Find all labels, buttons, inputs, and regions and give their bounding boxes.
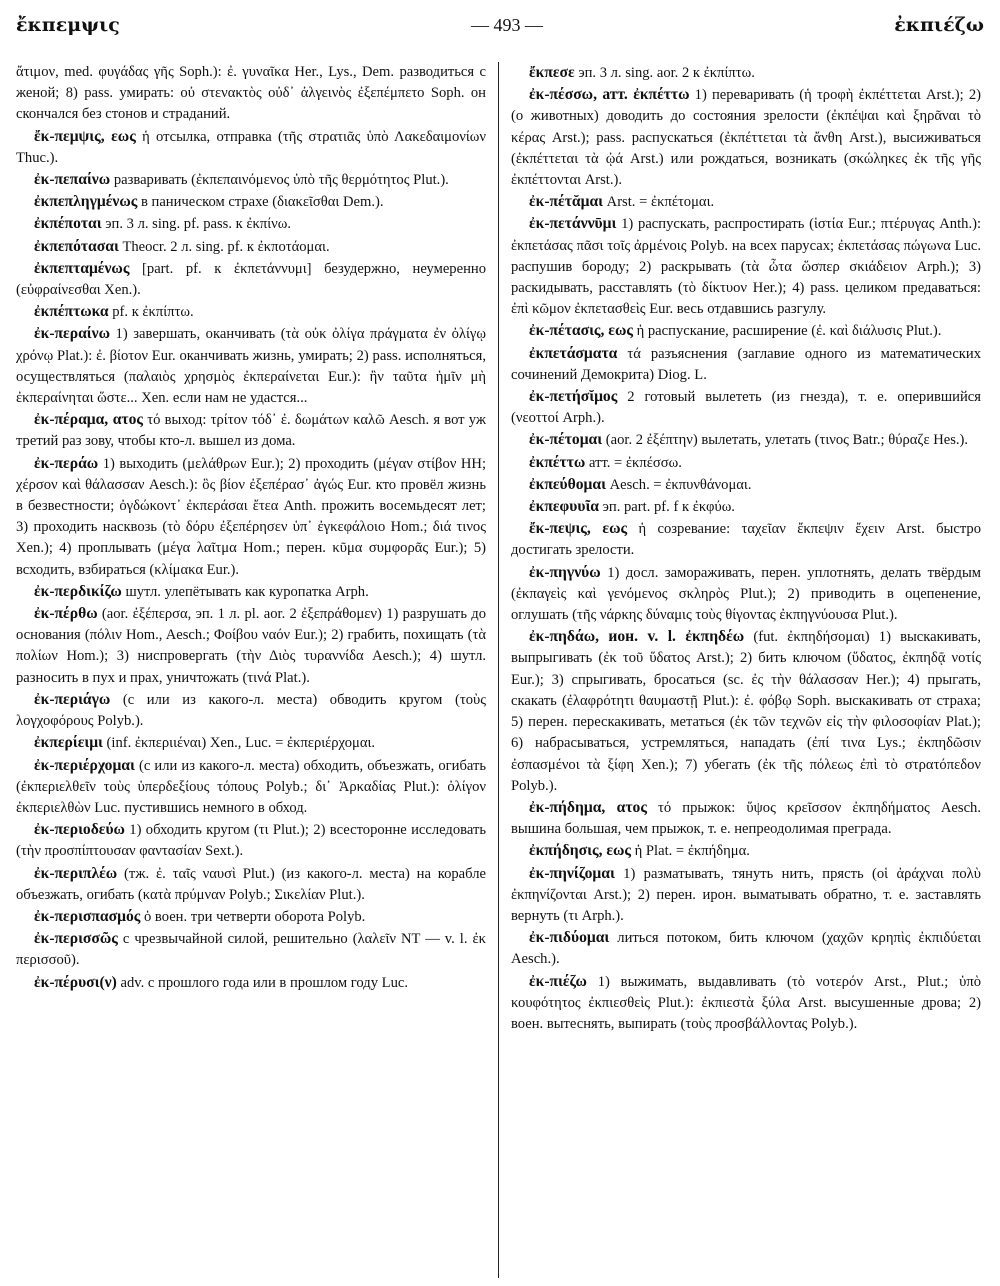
dictionary-entry xyxy=(16,301,486,323)
dictionary-entry xyxy=(16,906,486,928)
entry-headword: ἐκ-περιπλέω xyxy=(34,864,118,882)
entry-headword: ἐκ-πέτᾰμαι xyxy=(529,193,603,211)
dictionary-entry xyxy=(16,819,486,862)
dictionary-entry xyxy=(16,928,486,971)
entry-definition: (aor. 2 ἐξέπτην) вылетать, улетать (τινος Batr.; θύραζε Hes.). xyxy=(605,432,969,449)
dictionary-entry xyxy=(16,323,486,409)
entry-definition: τό прыжок: ὕψος κρεῖσσον ἐκπηδήματος Aesch. вышина большая, чем прыжок, т. е. непреодолимая преграда. xyxy=(511,799,981,838)
entry-headword: ἐκ-περισπασμός xyxy=(34,907,141,925)
dictionary-entry xyxy=(16,213,486,235)
entry-definition: (fut. ἐκπηδήσομαι) 1) выскакивать, выпрыгивать (ἐκ τοῦ ὕδατος Arst.); 2) бить ключом (ὕδατος, ἐκπηδᾷ νοτίς Eur.); 3) спрыгивать, бросаться (sc. ἐς τὴν θάλασσαν Her.); 4) прыгать, скакать (ἐλαφρότητι θαυμαστῇ Plut.): ἐ. φόβῳ Soph. выскакивать от страха; 5) перен. перескакивать, метаться (ἐκ τῶν τεχνῶν εἰς τὴν φιλοσοφίαν Plat.); 6) набрасываться, устремляться, нападать (ἐπί τινα Lys.; ἐκπηδῶσιν ἐσπασμένοι τὰ ξίφη Xen.); 7) убегать (ἐκ τῆς πόλεως ἐπὶ τὸ στρατόπεδον Polyb.). xyxy=(511,629,981,794)
entry-definition: 1) разматывать, тянуть нить, прясть (οἱ ἀράχναι πολὺ ἐκπηνίζονται Arst.); 2) перен. ирон. выматывать обратно, т. е. заставлять вернуть (τι Arph.). xyxy=(511,865,981,924)
page-header xyxy=(16,14,984,42)
entry-definition: ἡ распускание, расширение (ἐ. καὶ διάλυσις Plut.). xyxy=(636,323,942,340)
dictionary-entry xyxy=(511,429,981,451)
entry-definition: adv. с прошлого года или в прошлом году Luc. xyxy=(120,974,408,991)
dictionary-entry xyxy=(511,840,981,862)
column-divider xyxy=(498,62,499,1278)
entry-definition: шутл. улепётывать как куропатка Arph. xyxy=(125,583,369,600)
entry-headword: ἐκπεπταμένως xyxy=(34,259,130,277)
entry-definition: 1) переваривать (ἡ τροφὴ ἐκπέττεται Arst.); 2) (о животных) доводить до состояния зрелости (ἐκπέψαι καὶ ξηρᾶναι τὸ κέρας Arst.); pass. распускаться (ἐκπέττεται τὰ ἄνθη Arst.), высиживаться (ἐκπέττεται τὰ ᾠά Arst.) или рождаться, возникать (σκώληκες ἐκ τῆς γῆς ἐκπέττονται Arst.). xyxy=(511,87,981,189)
entry-definition: разваривать (ἐκπεπαινόμενος ὑπὸ τῆς θερμότητος Plut.). xyxy=(113,172,449,189)
entry-definition: ἄτιμον, med. φυγάδας γῆς Soph.): ἐ. γυναῖκα Her., Lys., Dem. разводиться с женой; 8) pass. умирать: οὐ στενακτὸς οὐδ᾽ ἀλγεινὸς ἐξεπέμπετο Soph. он скончался без стонов и страданий. xyxy=(16,64,486,123)
dictionary-entry xyxy=(511,626,981,797)
entry-definition: Aesch. = ἐκπυνθάνομαι. xyxy=(609,476,752,493)
entry-headword: ἐκ-περιέρχομαι xyxy=(34,756,135,774)
dictionary-entry xyxy=(16,732,486,754)
entry-definition: (inf. ἐκπεριιέναι) Xen., Luc. = ἐκπεριέρχομαι. xyxy=(106,735,376,752)
entry-definition: литься потоком, бить ключом (χαχῶν κρηπὶς ἐκπιδύεται Aesch.). xyxy=(511,930,981,968)
entry-definition: [part. pf. к ἐκπετάννυμι] безудержно, неумеренно (εὐφραίνεσθαι Xen.). xyxy=(16,260,486,299)
entry-definition: ἡ Plat. = ἐκπήδημα. xyxy=(634,843,750,860)
entry-headword: ἐκπεύθομαι xyxy=(529,475,606,493)
entry-definition: (aor. ἐξέπερσα, эп. 1 л. pl. aor. 2 ἐξεπράθομεν) 1) разрушать до основания (πόλιν Hom., Aesch.; Φοίβου ναόν Eur.); 2) грабить, похищать (τὰ πολίων Hom.); 3) ниспровергать (τὴν Διὸς τυραννίδα Aesch.); 4) шутл. разносить в пух и прах, уничтожать (τινά Plat.). xyxy=(16,606,486,686)
dictionary-entry xyxy=(511,797,981,840)
dictionary-entry xyxy=(511,213,981,320)
dictionary-entry xyxy=(16,689,486,732)
dictionary-entry xyxy=(511,343,981,386)
dictionary-entry xyxy=(16,258,486,301)
dictionary-entry xyxy=(16,409,486,452)
entry-definition: 1) выходить (μελάθρων Eur.); 2) проходить (μέγαν στίβον HH; χέρσον καὶ θάλασσαν Aesch.): ὃς βίον ἐξεπέρασ᾽ ἀγώς Eur. кто провёл жизнь в безвестности; ὀγδώκοντ᾽ ἐκπεράσαι ἔτεα Anth. прожить восемьдесят лет; 3) проходить насквозь (τὸ δόρυ ἐξεπέρησεν ὑπ᾽ ἐγκεφάλοιο Hom.; διά τινος Xen.); 4) проплывать (μέγα λαῖτμα Hom.; перен. κῦμα συμφορᾶς Eur.); 5) всходить, взбираться (κλίμακα Eur.). xyxy=(16,455,486,578)
dictionary-entry xyxy=(511,386,981,429)
entry-headword: ἐκ-πιέζω xyxy=(529,972,587,990)
dictionary-entry xyxy=(16,972,486,994)
dictionary-entry xyxy=(511,191,981,213)
entry-headword: ἐκ-πηνίζομαι xyxy=(529,864,615,882)
dictionary-entry xyxy=(511,62,981,84)
dictionary-entry xyxy=(511,927,981,970)
entry-definition: в паническом страхе (διακεῖσθαι Dem.). xyxy=(140,194,384,211)
entry-headword: ἔκ-πεμψις, εως xyxy=(34,127,136,145)
entry-headword: ἐκ-πέραμα, ατος xyxy=(34,411,143,429)
entry-headword: ἐκ-περισσῶς xyxy=(34,930,118,948)
entry-definition: Arst. = ἐκπέτομαι. xyxy=(606,194,715,211)
entry-definition: атт. = ἐκπέσσω. xyxy=(588,454,682,471)
entry-definition: (тж. ἐ. ταῖς ναυσὶ Plut.) (из какого-л. места) на корабле объезжать, огибать (κατὰ πρύμναν Polyb.; Σικελίαν Plut.). xyxy=(16,865,486,903)
entry-headword: ἐκ-πέρυσι(ν) xyxy=(34,973,117,991)
entry-definition: эп. 3 л. sing. aor. 2 к ἐκπίπτω. xyxy=(578,65,755,81)
entry-definition: Theocr. 2 л. sing. pf. к ἐκποτάομαι. xyxy=(122,238,330,255)
entry-headword: ἐκ-πηδάω, ион. v. l. ἐκπηδέω xyxy=(529,628,745,646)
entry-headword: ἐκ-περιοδεύω xyxy=(34,821,125,839)
entry-headword: ἔκ-πεψις, εως xyxy=(529,520,628,538)
dictionary-entry xyxy=(16,755,486,820)
entry-headword: ἐκ-πηγνύω xyxy=(529,563,601,581)
dictionary-entry xyxy=(511,84,981,191)
dictionary-entry xyxy=(16,453,486,581)
dictionary-entry xyxy=(511,971,981,1036)
entry-headword: ἐκπεπληγμένως xyxy=(34,193,138,211)
entry-headword: ἐκ-πιδύομαι xyxy=(529,929,610,947)
entry-definition: τά разъяснения (заглавие одного из математических сочинений Демокрита) Diog. L. xyxy=(511,345,982,383)
entry-headword: ἐκπέποται xyxy=(34,215,102,233)
entry-headword: ἐκ-πέρθω xyxy=(34,605,98,623)
entry-definition: (с или из какого-л. места) обводить кругом (τοὺς λογχοφόρους Polyb.). xyxy=(16,691,486,730)
entry-headword: ἔκπεσε xyxy=(529,64,575,81)
entry-definition: 1) распускать, распростирать (ἱστία Eur.; πτέρυγας Anth.): ἐκπετάσας πᾶσι τοῖς ἀρμένοις Polyb. на всех парусах; ἐκπετάσας πώγωνα Luc. распушив бороду; 2) раскрывать (τὰ ὦτα ὥσπερ σκιάδειον Arph.); 3) раскидывать, расставлять (τὸ δίκτυον Her.); 4) pass. целиком предаваться: ἐπὶ κῶμον ἐκπετασθεὶς Eur. весь отдавшись разгулу. xyxy=(511,216,982,318)
entry-definition: (с или из какого-л. места) обходить, объезжать, огибать (ἐκπεριελθεῖν τοὺς ὑπερδεξίους τόπους Polyb.; δι᾽ Ἀρκαδίας Plut.): ὀλίγον ἐκπεριελθὼν Luc. пустившись немного в обход. xyxy=(16,757,487,816)
dictionary-entry xyxy=(16,863,486,906)
dictionary-entry xyxy=(511,452,981,474)
dictionary-entry xyxy=(511,518,981,561)
entry-headword: ἐκπερίειμι xyxy=(34,734,103,752)
dictionary-entry xyxy=(511,474,981,496)
entry-definition: ἡ отсылка, отправка (τῆς στρατιᾶς ὑπὸ Λακεδαιμονίων Thuc.). xyxy=(16,128,486,166)
dictionary-entry xyxy=(511,320,981,342)
entry-definition: ἡ созревание: ταχεῖαν ἔκπεψιν ἔχειν Arst. быстро достигать зрелости. xyxy=(511,521,981,559)
entry-headword: ἐκ-περδικίζω xyxy=(34,582,122,600)
entry-headword: ἐκ-πετήσῐμος xyxy=(529,388,618,406)
entry-definition: 2 готовый вылететь (из гнезда), т. е. оперившийся (νεοττοί Arph.). xyxy=(511,389,981,427)
dictionary-entry xyxy=(16,236,486,258)
entry-headword: ἐκ-πετάννῡμι xyxy=(529,215,617,233)
entry-headword: ἐκπετάσματα xyxy=(529,344,618,362)
entry-headword: ἐκ-πέτασις, εως xyxy=(529,322,633,340)
entry-headword: ἐκ-περαίνω xyxy=(34,325,110,343)
dictionary-entry xyxy=(511,562,981,627)
entry-definition: эп. 3 л. sing. pf. pass. к ἐκπίνω. xyxy=(105,216,292,233)
entry-headword: ἐκ-πήδημα, ατος xyxy=(529,798,647,816)
entry-definition: с чрезвычайной силой, решительно (λαλεῖν NT — v. l. ἐκ περισσοῦ). xyxy=(16,931,486,969)
entry-headword: ἐκπεφυυῖα xyxy=(529,498,599,516)
entry-definition: pf. к ἐκπίπτω. xyxy=(112,304,194,321)
entry-definition: эп. part. pf. f к ἐκφύω. xyxy=(602,499,735,516)
entry-definition: 1) завершать, оканчивать (τὰ οὐκ ὀλίγα πράγματα ἐν ὀλίγῳ χρόνῳ Plat.): ἐ. βίοτον Eur. оканчивать жизнь, умирать; 2) pass. исполняться, осуществляться (παλαιὸς χρησμὸς ἐκπεραίνεται Eur.): ἢν ταῦτα ἡμῖν μὴ ἐκπεραίνηται ὥστε... Xen. если нам не удастся... xyxy=(16,326,486,407)
entry-headword: ἐκ-πεπαίνω xyxy=(34,171,111,189)
entry-definition: 1) досл. замораживать, перен. уплотнять, делать твёрдым (ἐκπαγεὶς καὶ γενόμενος σκληρὸς Plut.); 2) приводить в оцепенение, оглушать (τῆς νάρκης δύναμις τοὺς θίγοντας ἐκπηγνύουσα Plut.). xyxy=(511,564,981,624)
dictionary-entry xyxy=(16,581,486,603)
dictionary-entry xyxy=(511,496,981,518)
entry-headword: ἐκπεπότασαι xyxy=(34,237,119,255)
dictionary-entry xyxy=(16,126,486,169)
entry-headword: ἐκ-πέσσω, атт. ἐκπέττω xyxy=(529,86,690,104)
dictionary-entry xyxy=(16,603,486,689)
dictionary-entry xyxy=(16,169,486,191)
dictionary-entry xyxy=(16,62,486,126)
entry-headword: ἐκ-περάω xyxy=(34,454,99,472)
entry-headword: ἐκ-πέτομαι xyxy=(529,431,603,449)
entry-definition: ὁ воен. три четверти оборота Polyb. xyxy=(143,908,366,925)
entry-headword: ἐκ-περιάγω xyxy=(34,690,111,708)
dictionary-entry xyxy=(511,863,981,928)
entry-definition: τό выход: τρίτον τόδ᾽ ἐ. δωμάτων καλῶ Aesch. я вот уж третий раз зову, чтобы кто-л. вышел из дома. xyxy=(16,412,486,450)
page-number: — 493 — xyxy=(471,15,543,35)
entry-headword: ἐκπέπτωκα xyxy=(34,303,109,321)
entry-definition: 1) выжимать, выдавливать (τὸ νοτερόν Arst., Plut.; ὑπὸ κουφότητος ἐκπιεσθεὶς Plut.): ἐκπιεστὰ ξύλα Arst. высушенные дрова; 2) воен. вытеснять, выпирать (τοὺς προσβάλλοντας Polyb.). xyxy=(511,973,981,1032)
dictionary-entry xyxy=(16,191,486,213)
left-column xyxy=(16,62,486,994)
header-right-word: ἐκπιέζω xyxy=(894,14,984,36)
entry-definition: 1) обходить кругом (τι Plut.); 2) всесторонне исследовать (τὴν προσπίπτουσαν φαντασίαν Sext.). xyxy=(16,822,486,860)
right-column xyxy=(511,62,981,1035)
entry-headword: ἐκπέττω xyxy=(529,453,586,471)
entry-headword: ἐκπήδησις, εως xyxy=(529,842,631,860)
header-left-word: ἔκπεμψις xyxy=(16,14,120,36)
